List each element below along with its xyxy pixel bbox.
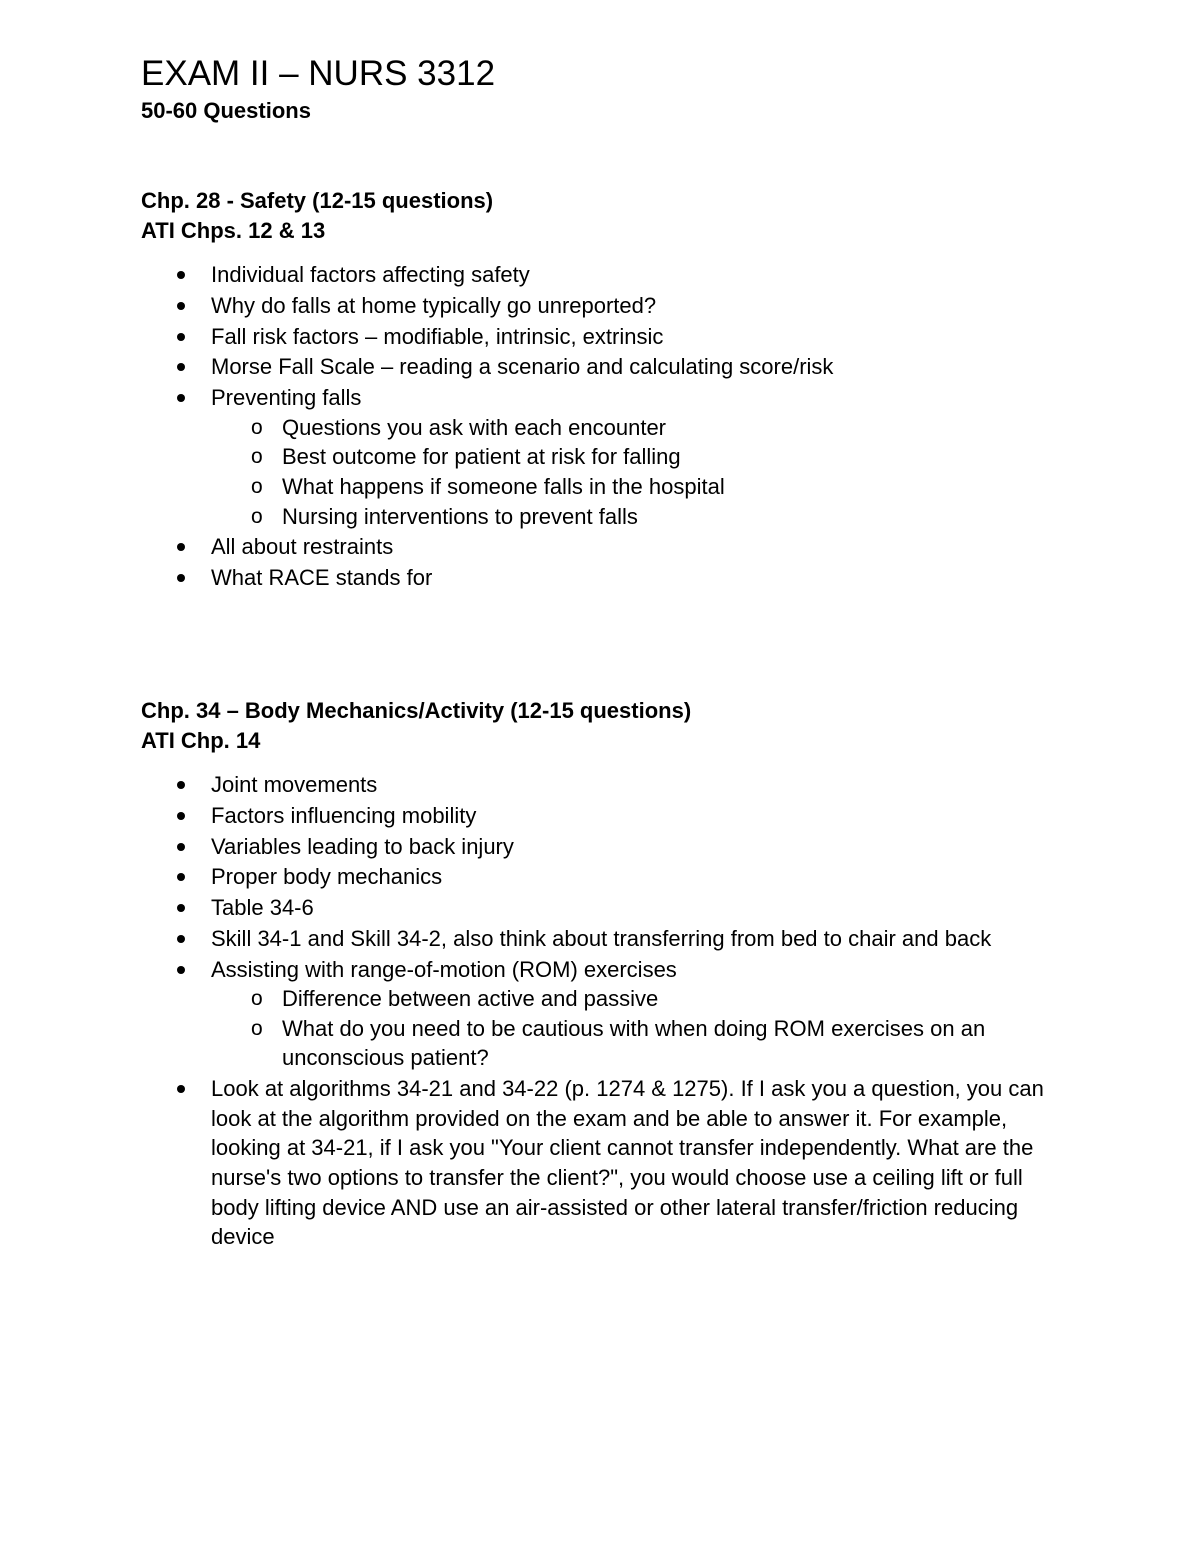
section-heading: Chp. 28 - Safety (12-15 questions) (141, 188, 494, 213)
bullet-dot-icon (177, 543, 185, 551)
list-item-text: Factors influencing mobility (211, 802, 477, 828)
bullet-dot-icon (177, 1085, 185, 1093)
sub-bullet-list (211, 413, 1081, 531)
bullet-dot-icon (177, 302, 185, 310)
list-item (141, 801, 1081, 831)
list-item-text: Table 34-6 (211, 895, 314, 921)
sub-list-item (211, 442, 1081, 472)
list-item (141, 291, 1081, 321)
list-item-text: Proper body mechanics (211, 864, 443, 890)
sub-list-item (211, 472, 1081, 502)
bullet-dot-icon (177, 904, 185, 912)
list-item-text: Joint movements (211, 772, 378, 797)
sub-list-item (211, 413, 1081, 443)
bullet-dot-icon (177, 812, 185, 820)
circle-bullet-icon: o (251, 1016, 263, 1040)
section-subheading: ATI Chps. 12 & 13 (141, 218, 326, 243)
list-item (141, 832, 1081, 862)
bullet-dot-icon (177, 935, 185, 943)
section-heading: Chp. 34 – Body Mechanics/Activity (12-15 questions) (141, 698, 692, 723)
list-item-text: Fall risk factors – modifiable, intrinsic, extrinsic (211, 323, 664, 349)
list-item (141, 532, 1081, 562)
circle-bullet-icon: o (251, 445, 263, 469)
list-item-text: Skill 34-1 and Skill 34-2, also think about transferring from bed to chair and back (211, 925, 992, 951)
bullet-dot-icon (177, 574, 185, 582)
sub-list-item (211, 502, 1081, 532)
sub-list-item-text: Difference between active and passive (282, 986, 659, 1012)
list-item (141, 352, 1081, 382)
circle-bullet-icon: o (251, 415, 263, 439)
list-item (141, 924, 1081, 954)
page-subtitle: 50-60 Questions (141, 98, 311, 123)
bullet-dot-icon (177, 271, 185, 279)
list-item (141, 260, 1081, 290)
list-item-text: Variables leading to back injury (211, 833, 514, 859)
sub-list-item-text: Nursing interventions to prevent falls (282, 503, 638, 529)
sub-list-item-text: What happens if someone falls in the hospital (282, 473, 725, 499)
bullet-dot-icon (177, 781, 185, 789)
list-item (141, 383, 1081, 531)
section-subheading: ATI Chp. 14 (141, 728, 261, 753)
list-item (141, 322, 1081, 352)
sub-list-item-text: What do you need to be cautious with when doing ROM exercises on an unconscious patient? (282, 1015, 986, 1071)
circle-bullet-icon: o (251, 474, 263, 498)
list-item-text: Preventing falls (211, 385, 362, 411)
circle-bullet-icon: o (251, 987, 263, 1011)
list-item-text: Look at algorithms 34-21 and 34-22 (p. 1274 & 1275). If I ask you a question, you can look at the algorithm provided on the exam and be able to answer it. For example, looking at 34-21, if I ask you "Your client cannot transfer independently. What are the nurse's two options to transfer the client?", you would choose use a ceiling lift or full body lifting device AND use an air-assisted or other lateral transfer/friction reducing device (211, 1076, 1044, 1250)
list-item-text: Individual factors affecting safety (211, 262, 530, 287)
list-item-text: Morse Fall Scale – reading a scenario and calculating score/risk (211, 354, 834, 380)
bullet-dot-icon (177, 394, 185, 402)
bullet-list (141, 770, 1081, 1252)
page-title: EXAM II – NURS 3312 (141, 54, 496, 93)
section-body-mechanics (141, 696, 1081, 1253)
bullet-dot-icon (177, 333, 185, 341)
bullet-list (141, 260, 1081, 593)
sub-list-item (211, 1014, 1081, 1073)
list-item (141, 1074, 1081, 1252)
bullet-dot-icon (177, 966, 185, 974)
list-item (141, 862, 1081, 892)
bullet-dot-icon (177, 843, 185, 851)
sub-list-item (211, 984, 1081, 1014)
section-safety (141, 186, 1081, 594)
list-item-text: Assisting with range-of-motion (ROM) exercises (211, 956, 677, 982)
list-item-text: All about restraints (211, 534, 394, 560)
sub-list-item-text: Questions you ask with each encounter (282, 414, 667, 440)
list-item (141, 893, 1081, 923)
list-item (141, 563, 1081, 593)
sub-list-item-text: Best outcome for patient at risk for falling (282, 444, 681, 470)
circle-bullet-icon: o (251, 504, 263, 528)
bullet-dot-icon (177, 363, 185, 371)
list-item (141, 955, 1081, 1073)
sub-bullet-list (211, 984, 1081, 1073)
list-item-text: What RACE stands for (211, 565, 433, 591)
list-item (141, 770, 1081, 800)
bullet-dot-icon (177, 873, 185, 881)
list-item-text: Why do falls at home typically go unreported? (211, 292, 657, 318)
